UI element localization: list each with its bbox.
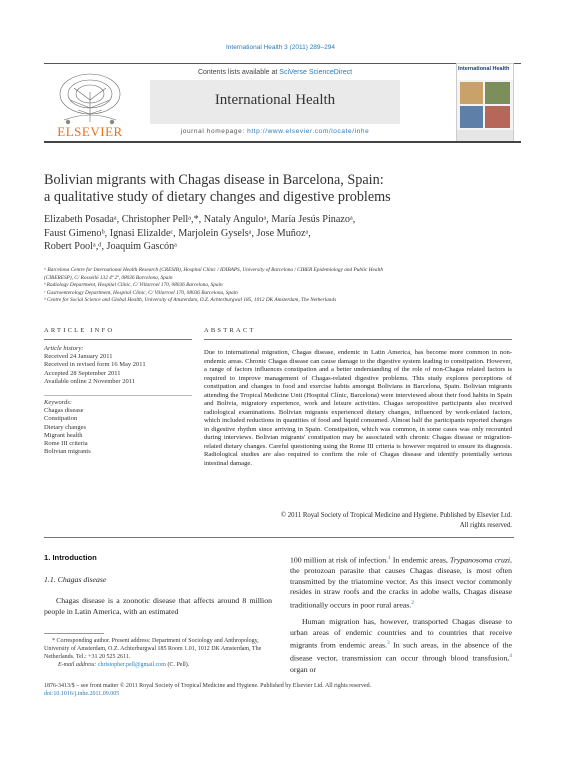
journal-cover-thumbnail <box>456 63 514 143</box>
keyword: Migrant health <box>44 431 83 439</box>
publisher-name: ELSEVIER <box>57 124 123 139</box>
keyword: Chagas disease <box>44 407 84 415</box>
sciencedirect-link[interactable]: SciVerse ScienceDirect <box>279 69 353 76</box>
affiliation-a: ᵃ Barcelona Centre for International Health Research (CRESIB), Hospital Clínic / IDIBAPS, University of Barcelona / CIBER Epidemiology and Public Health <box>44 267 384 273</box>
contents-line <box>150 69 400 76</box>
keyword: Rome III criteria <box>44 440 88 448</box>
history-item: Available online 2 November 2011 <box>44 377 135 385</box>
text-run: organ or <box>290 664 317 674</box>
affiliations <box>44 267 524 305</box>
email-suffix: (C. Pell). <box>165 662 190 668</box>
abstract-bottom-rule <box>44 537 514 538</box>
abstract-rule <box>204 339 512 340</box>
copyright-line: © 2011 Royal Society of Tropical Medicine and Hygiene. Published by Elsevier Ltd. <box>280 512 512 519</box>
citation-3[interactable]: 3 <box>387 640 390 647</box>
keywords-rule <box>44 395 192 396</box>
affiliation-d: ᵈ Centre for Social Science and Global Health, University of Amsterdam, O.Z. Achterburgwal 185, 1012 DK Amsterdam, The Netherlands <box>44 297 337 304</box>
footnote-rule <box>44 633 104 634</box>
title-line-1: Bolivian migrants with Chagas disease in Barcelona, Spain: <box>44 172 384 188</box>
text-run: , the protozoan parasite that causes Chagas disease, is most often transmitted by the triatomine vector. As this insect vector commonly resides in straw roofs and the cracks in adobe walls, Chagas disease traditionally occurs in poor rural areas. <box>290 555 512 610</box>
citation-4[interactable]: 4 <box>509 653 512 660</box>
keywords <box>44 399 194 456</box>
citation-2[interactable]: 2 <box>411 599 414 606</box>
abstract-text: Due to international migration, Chagas disease, endemic in Latin America, has become more common in non-endemic areas. Chronic Chagas disease can cause damage to the digestive system leading to constipation. However, a range of factors influences constipation and a better understanding of the role of non-Chagas related factors is required to improve management of Chagas-related digestive problems. This study explores perceptions of constipation and changes in food and exercise habits amongst Bolivians in Barcelona, Spain. Bolivian migrants attending the Tropical Medicine Unit (Hospital Clínic, Barcelona) were interviewed about their food habits in Spain and Bolivia, migratory experience, work and leisure activities. Chagas seropositive participants also received radiological examinations. Bolivian migrants experienced dietary changes, influenced by work-related factors, which included reductions in quantities of food and liquid consumed. Almost half the participants reported changes in digestive rhythm since arriving in Spain. Constipation, which was common, in some cases was only recounted during interviews. Bolivian migrants' constipation may be associated with chronic Chagas disease or migration-related dietary changes. Careful questioning using the Rome III criteria is however required to ensure its diagnosis. Radiological studies are also required to confirm the role of Chagas disease and identify potentially serious intestinal damage. <box>204 349 512 467</box>
cover-art <box>457 64 513 142</box>
history-item: Received in revised form 16 May 2011 <box>44 361 146 369</box>
species-name: Trypanosoma cruzi <box>449 555 511 565</box>
footnote-corresponding: * Corresponding author. Present address: Department of Sociology and Anthropology, University of Amsterdam, O.Z. Achterburgwal 185 Room 1.01, 1012 DK Amsterdam, The Netherlands. Tel.: +31 20 525 2611. <box>44 638 262 660</box>
front-matter-line: 1876-3413/$ – see front matter © 2011 Royal Society of Tropical Medicine and Hygiene. Published by Elsevier Ltd. All rights reserved. <box>44 683 372 689</box>
journal-reference[interactable]: International Health 3 (2011) 289–294 <box>225 44 335 51</box>
left-paragraph: Chagas disease is a zoonotic disease that affects around 8 million people in Latin America, with an estimated <box>44 596 272 616</box>
abstract-heading: ABSTRACT <box>204 327 256 334</box>
keyword: Constipation <box>44 415 78 423</box>
section-heading: 1. Introduction <box>44 553 97 562</box>
right-paragraph-2 <box>290 617 512 675</box>
history-item: Received 24 January 2011 <box>44 353 113 361</box>
header-rule-top <box>44 63 521 64</box>
affiliation-b: ᵇ Radiology Department, Hospital Clínic, C/ Villarroel 170, 08036 Barcelona, Spain <box>44 282 223 289</box>
header-rule-bottom <box>44 141 521 143</box>
abstract-copyright <box>204 511 512 531</box>
authors-line-1: Elizabeth Posadaᵃ, Christopher Pellᵃ,*, Nataly Anguloᵃ, María Jesús Pinazoᵃ, <box>44 214 356 225</box>
text-run: Human migration has, however, transported Chagas disease to urban areas of endemic countries and to countries that receive migrants from endemic areas. <box>290 617 512 650</box>
journal-homepage <box>150 128 400 135</box>
article-title <box>44 172 514 206</box>
email-link[interactable]: christopher.pell@gmail.com <box>97 662 166 668</box>
text-run: In such areas, in the absence of the disease vector, transmission can occur through blood transfusion, <box>290 640 512 663</box>
author-list <box>44 213 524 254</box>
article-history <box>44 345 194 386</box>
authors-line-2: Faust Gimenoᵇ, Ignasi Elizaldeᶜ, Marjolein Gyselsᵃ, Jose Muñozᵃ, <box>44 227 311 239</box>
keywords-label: Keywords: <box>44 399 72 406</box>
email-label: E-mail address: <box>58 662 98 668</box>
footnote <box>44 637 272 669</box>
article-info-rule <box>44 339 192 340</box>
footnote-email-line <box>44 661 272 669</box>
right-paragraph-1 <box>290 553 512 611</box>
title-line-2: a qualitative study of dietary changes and digestive problems <box>44 189 391 205</box>
history-item: Accepted 28 September 2011 <box>44 369 121 377</box>
issn-block <box>44 682 514 698</box>
journal-title: International Health <box>214 92 336 108</box>
keyword: Dietary changes <box>44 423 87 431</box>
citation-1[interactable]: 1 <box>388 555 391 561</box>
text-run: In endemic areas, <box>390 555 450 565</box>
history-label: Article history: <box>44 345 84 352</box>
affiliation-c: ᶜ Gastroenterology Department, Hospital Clínic, C/ Villarroel 170, 08036 Barcelona, Spain <box>44 289 238 296</box>
homepage-link[interactable]: http://www.elsevier.com/locate/inhe <box>247 128 370 135</box>
doi-link[interactable]: doi:10.1016/j.inhe.2011.09.005 <box>44 691 120 697</box>
keyword: Bolivian migrants <box>44 448 91 456</box>
rights-line: All rights reserved. <box>459 522 512 529</box>
authors-line-3: Robert Poolᵃ,ᵈ, Joaquim Gascónᵃ <box>44 241 177 252</box>
article-info-heading: ARTICLE INFO <box>44 327 115 334</box>
cover-title: International Health <box>458 66 510 72</box>
subsection-heading: 1.1. Chagas disease <box>44 575 107 584</box>
text-run: 100 million at risk of infection. <box>290 555 389 565</box>
contents-prefix: Contents lists available at <box>197 69 280 76</box>
affiliation-a-cont: (CIBERESP), C/ Rosselló 132 4ª 2ª, 08036 Barcelona, Spain <box>44 274 173 281</box>
homepage-prefix: journal homepage: <box>180 128 248 135</box>
